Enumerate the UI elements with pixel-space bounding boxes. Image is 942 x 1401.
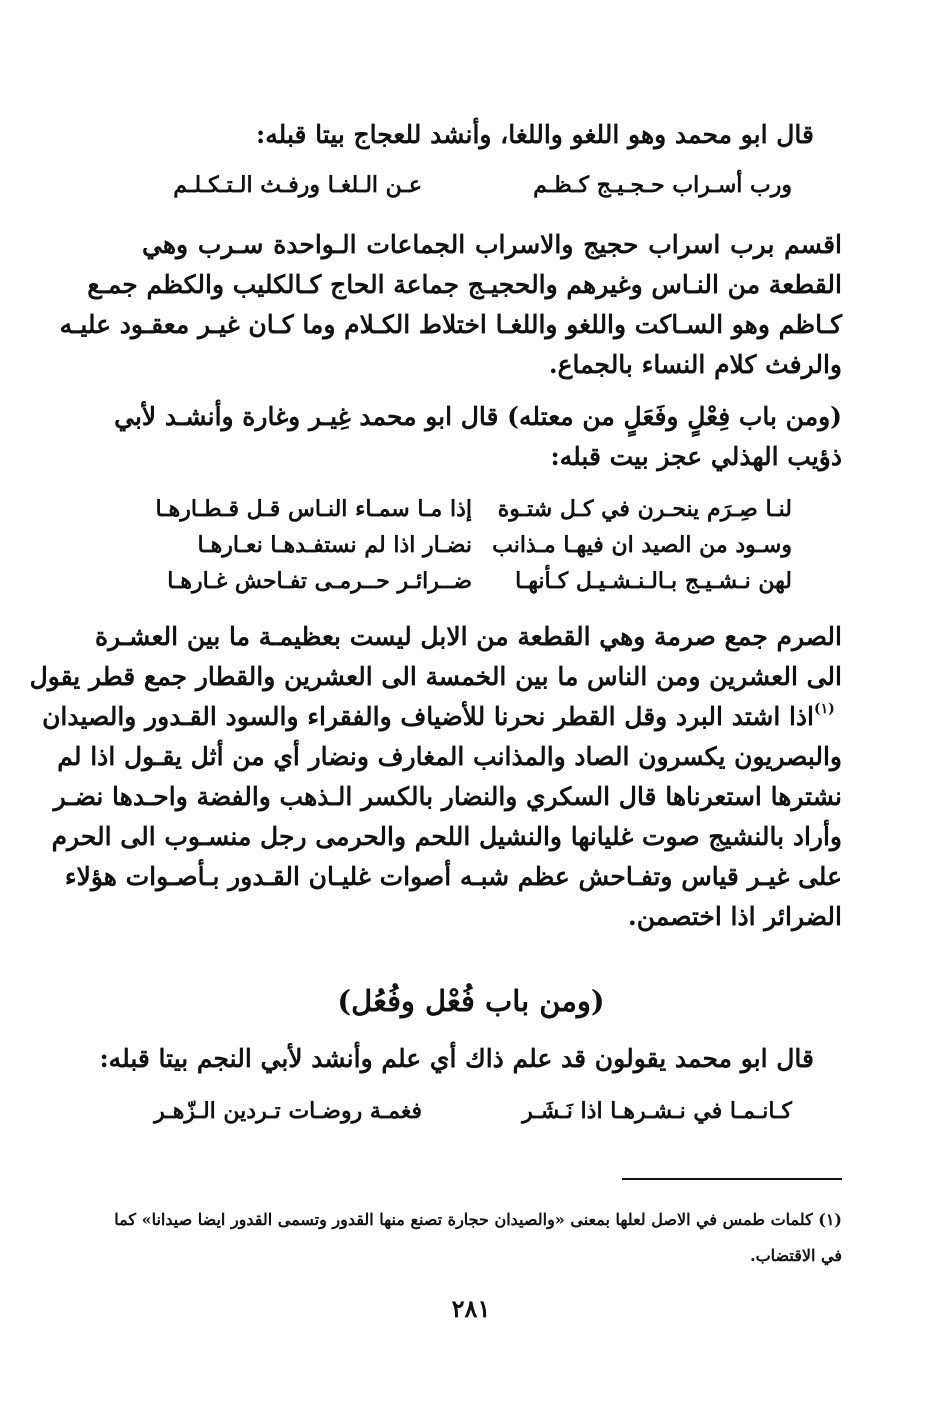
para3-line-2: الى العشرين ومن الناس ما بين الخمسة الى العشرين والقطار جمع قطر يقول xyxy=(29,662,842,691)
para3-line-7: على غيـر قياس وتفـاحش عظم شبـه أصوات غليـان القـدور بـأصـوات هؤلاء xyxy=(64,862,842,891)
para1-line-1: اقسم برب اسراب حجيج والاسراب الجماعات الـواحدة سـرب وهي xyxy=(142,230,842,259)
verse2-2-second-hemistich: نضـار اذا لم نستفـدهـا نعـارهـا xyxy=(197,532,472,558)
verse2-1-second-hemistich: إذا مـا سمـاء النـاس قـل قـطـارهـا xyxy=(155,496,472,522)
para2-line-2: ذؤيب الهذلي عجز بيت قبله: xyxy=(550,442,842,471)
para3-line-4: والبصريون يكسرون الصاد والمذانب المغارف ونضار أي من أثل يقـول اذا لم xyxy=(57,742,842,771)
para1-line-4: والرفث كلام النساء بالجماع. xyxy=(548,350,842,379)
intro-line-1: قال ابو محمد وهو اللغو واللغا، وأنشد للعجاج بيتا قبله: xyxy=(256,120,814,149)
verse3-first-hemistich: كـانـمـا في نـشـرهـا اذا نَـشَـر xyxy=(522,1098,792,1124)
intro-line-2: قال ابو محمد يقولون قد علم ذاك أي علم وأنشد لأبي النجم بيتا قبله: xyxy=(99,1044,814,1073)
verse1-first-hemistich: ورب أسـراب حـجـيـج كـظـم xyxy=(533,172,792,198)
para3-line-6: وأراد بالنشيج صوت غليانها والنشيل اللحم والحرمى رجل منسـوب الى الحرم xyxy=(51,822,842,851)
verse3-second-hemistich: فغمـة روضـات تـردين الـزّهـر xyxy=(154,1098,422,1124)
para1-line-3: كـاظم وهو السـاكت واللغو واللغـا اختلاط الكـلام وما كـان غيـر معقـود عليـه xyxy=(59,310,842,339)
para3-line-3: اذا اشتد البرد وقل القطر نحرنا للأضياف والفقراء والسود القـدور والصيدان xyxy=(42,702,814,731)
para2-line-1: (ومن باب فِعْلٍ وفَعَلٍ من معتله) قال ابو محمد غِيـر وغارة وأنشـد لأبي xyxy=(114,402,842,431)
footnote-marker: (١) xyxy=(814,701,835,717)
para3-line-5: نشترها استعرناها قال السكري والنضار بالكسر الـذهب والفضة واحـدها نضـر xyxy=(53,782,842,811)
para1-line-2: القطعة من النـاس وغيرهم والحجيـج جماعة الحاج كـالكليب والكظم جمـع xyxy=(87,270,842,299)
footnote-separator xyxy=(622,1178,842,1180)
verse2-3-first-hemistich: لهن نـشـيـج بـالـنـشـيـل كـأنهـا xyxy=(515,568,792,594)
footnote-line-1: (١) كلمات طمس في الاصل لعلها بمعنى «والصيدان حجارة تصنع منها القدور وتسمى القدور ايضا صيدانا» كما xyxy=(114,1210,842,1229)
para3-line-1: الصرم جمع صرمة وهي القطعة من الابل ليست بعظيمـة ما بين العشـرة xyxy=(94,622,842,651)
para3-line-8: الضرائر اذا اختصمن. xyxy=(628,902,842,931)
verse2-3-second-hemistich: ضــرائـر حــرمـى تفـاحش غـارهـا xyxy=(167,568,472,594)
verse1-second-hemistich: عـن الـلغـا ورفـث الـتـكـلـم xyxy=(173,172,422,198)
verse2-2-first-hemistich: وسـود من الصيد ان فيهـا مـذانب xyxy=(492,532,792,558)
section-heading: (ومن باب فُعْل وفُعُل) xyxy=(337,984,605,1018)
footnote-line-2: في الاقتضاب. xyxy=(750,1246,842,1265)
verse2-1-first-hemistich: لنـا صِـرَم ينحـرن في كـل شتـوة xyxy=(497,496,792,522)
page-number: ٢٨١ xyxy=(451,1294,491,1323)
